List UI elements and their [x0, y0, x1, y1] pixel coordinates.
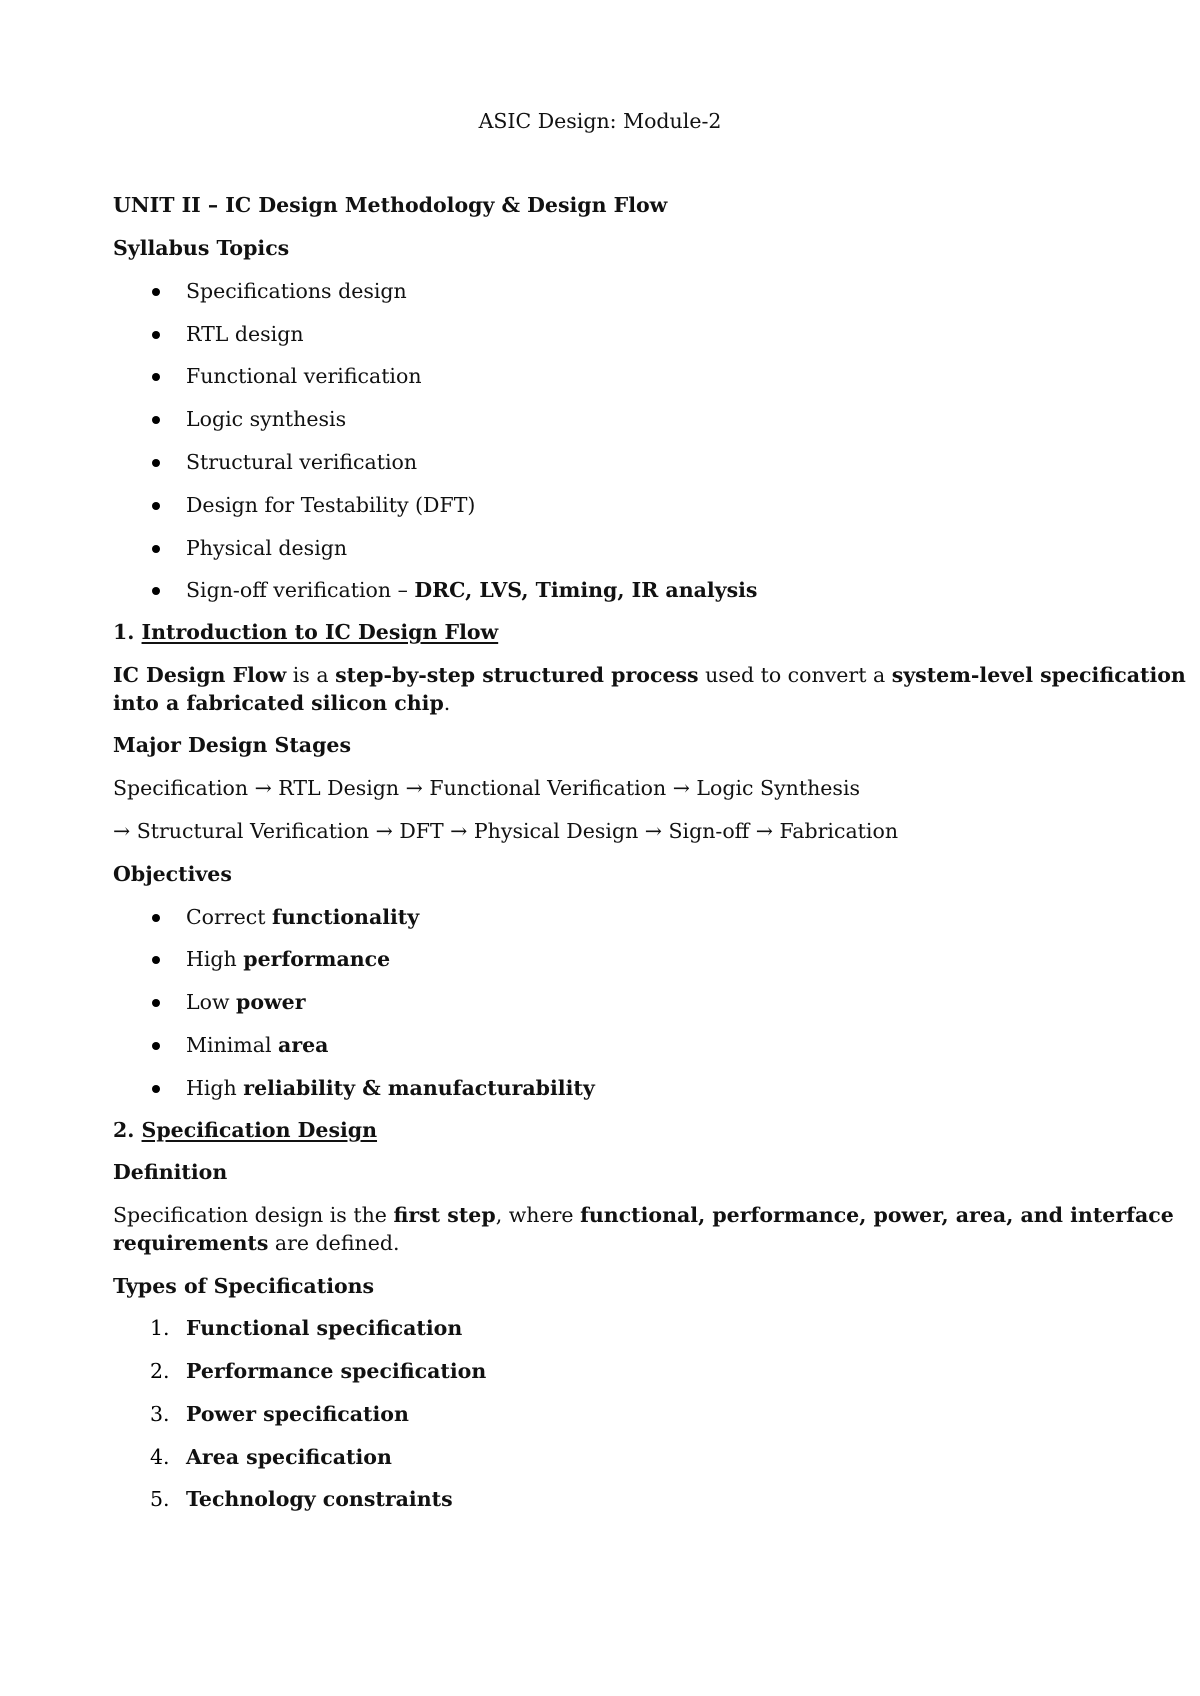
objective-plain: High [186, 1076, 244, 1100]
signoff-prefix: Sign-off verification – [186, 578, 415, 602]
stages-heading: Major Design Stages [113, 733, 352, 757]
syllabus-item: Logic synthesis [186, 407, 347, 431]
definition-text: are defined. [268, 1231, 400, 1255]
bullet-icon [152, 914, 160, 922]
definition-text: Specification design is the [113, 1203, 394, 1227]
bullet-icon [152, 999, 160, 1007]
syllabus-heading: Syllabus Topics [113, 236, 290, 260]
objectives-heading: Objectives [113, 862, 232, 886]
unit-heading: UNIT II – IC Design Methodology & Design Flow [113, 193, 668, 217]
bullet-icon [152, 288, 160, 296]
section-1-number: 1. [113, 620, 142, 644]
stages-line-2: → Structural Verification → DFT → Physical Design → Sign-off → Fabrication [113, 819, 899, 843]
types-heading: Types of Specifications [113, 1274, 375, 1298]
spec-type-item: Performance specification [186, 1359, 487, 1383]
intro-term: into a fabricated silicon chip [113, 691, 444, 715]
syllabus-item: Structural verification [186, 450, 418, 474]
intro-text: . [443, 691, 451, 715]
spec-type-item: Functional specification [186, 1316, 463, 1340]
definition-term: first step [393, 1203, 496, 1227]
definition-heading: Definition [113, 1160, 228, 1184]
section-2-number: 2. [113, 1118, 142, 1142]
stages-line-1: Specification → RTL Design → Functional Verification → Logic Synthesis [113, 776, 861, 800]
bullet-icon [152, 416, 160, 424]
syllabus-item: Physical design [186, 536, 348, 560]
bullet-icon [152, 545, 160, 553]
bullet-icon [152, 1085, 160, 1093]
objective-bold: functionality [272, 905, 420, 929]
definition-term: requirements [113, 1231, 269, 1255]
objective-item [186, 1074, 595, 1102]
objective-plain: Correct [186, 905, 272, 929]
definition-line-1 [113, 1201, 1174, 1229]
objective-plain: High [186, 947, 244, 971]
list-number: 3. [150, 1402, 170, 1426]
objective-item [186, 988, 306, 1016]
bullet-icon [152, 373, 160, 381]
objective-bold: reliability & manufacturability [243, 1076, 595, 1100]
intro-term: IC Design Flow [113, 663, 287, 687]
bullet-icon [152, 1042, 160, 1050]
spec-type-item: Area specification [186, 1445, 392, 1469]
objective-plain: Low [186, 990, 237, 1014]
definition-term: functional, performance, power, area, and interface [580, 1203, 1174, 1227]
section-2-heading [113, 1116, 377, 1144]
bullet-icon [152, 587, 160, 595]
syllabus-item: Specifications design [186, 279, 407, 303]
intro-line-1 [113, 661, 1186, 689]
definition-line-2 [113, 1229, 399, 1257]
syllabus-item-signoff [186, 576, 757, 604]
signoff-bold: DRC, LVS, Timing, IR analysis [414, 578, 758, 602]
syllabus-item: Functional verification [186, 364, 422, 388]
objective-item [186, 903, 419, 931]
section-1-heading [113, 618, 498, 646]
document-title: ASIC Design: Module-2 [478, 109, 722, 133]
list-number: 2. [150, 1359, 170, 1383]
intro-term: system-level specification [891, 663, 1186, 687]
list-number: 1. [150, 1316, 170, 1340]
intro-text: is a [286, 663, 336, 687]
intro-text: used to convert a [698, 663, 892, 687]
intro-term: step-by-step structured process [335, 663, 699, 687]
bullet-icon [152, 956, 160, 964]
bullet-icon [152, 459, 160, 467]
objective-item [186, 945, 390, 973]
syllabus-item: RTL design [186, 322, 304, 346]
spec-type-item: Technology constraints [186, 1487, 453, 1511]
syllabus-item: Design for Testability (DFT) [186, 493, 476, 517]
intro-line-2 [113, 689, 450, 717]
bullet-icon [152, 502, 160, 510]
section-1-title: Introduction to IC Design Flow [141, 620, 499, 644]
objective-bold: power [236, 990, 306, 1014]
list-number: 5. [150, 1487, 170, 1511]
spec-type-item: Power specification [186, 1402, 409, 1426]
objective-plain: Minimal [186, 1033, 279, 1057]
list-number: 4. [150, 1445, 170, 1469]
bullet-icon [152, 331, 160, 339]
definition-text: , where [495, 1203, 581, 1227]
objective-bold: performance [243, 947, 391, 971]
objective-item [186, 1031, 328, 1059]
objective-bold: area [278, 1033, 329, 1057]
section-2-title: Specification Design [141, 1118, 378, 1142]
